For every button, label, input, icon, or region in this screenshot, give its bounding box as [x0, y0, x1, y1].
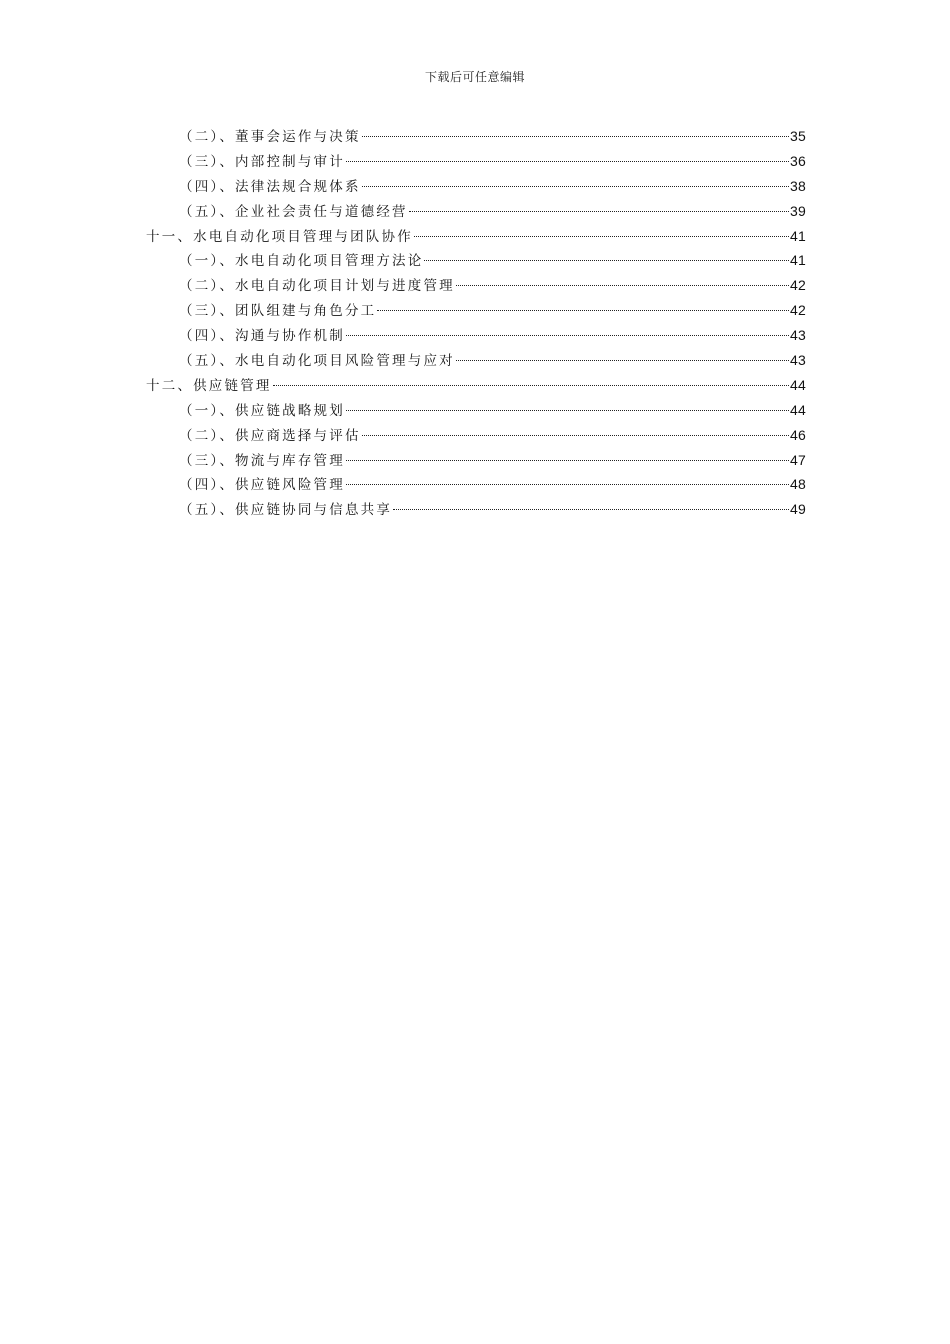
toc-dot-leader [362, 435, 789, 436]
toc-entry-page: 41 [790, 252, 806, 269]
table-of-contents [146, 124, 806, 522]
toc-entry-page: 35 [790, 128, 806, 144]
toc-entry-page: 43 [790, 352, 806, 369]
toc-entry-page: 49 [790, 501, 806, 518]
toc-dot-leader [273, 385, 789, 386]
toc-entry-page: 42 [790, 277, 806, 294]
toc-entry-title: （五）、供应链协同与信息共享 [179, 502, 393, 519]
toc-entry-title: 十一、水电自动化项目管理与团队协作 [146, 228, 413, 245]
toc-entry-page: 43 [790, 327, 806, 344]
toc-entry-page: 44 [790, 376, 806, 393]
toc-dot-leader [414, 236, 789, 237]
toc-dot-leader [456, 360, 789, 361]
toc-entry[interactable] [146, 448, 806, 473]
toc-dot-leader [346, 460, 789, 461]
toc-entry-page: 46 [790, 426, 806, 443]
toc-entry-page: 42 [790, 302, 806, 319]
toc-dot-leader [346, 484, 789, 485]
toc-dot-leader [346, 335, 789, 336]
toc-entry-page: 36 [790, 152, 806, 169]
toc-entry-page: 39 [790, 202, 806, 219]
page-header: 下载后可任意编辑 [424, 70, 525, 84]
toc-entry-page: 47 [790, 451, 806, 468]
toc-entry-title: （三）、内部控制与审计 [179, 153, 345, 170]
toc-entry-title: （五）、水电自动化项目风险管理与应对 [179, 353, 455, 370]
toc-entry[interactable] [146, 298, 806, 323]
toc-entry[interactable] [146, 348, 806, 373]
toc-entry[interactable] [146, 174, 806, 199]
toc-entry-title: （三）、物流与库存管理 [179, 452, 345, 469]
toc-entry-page: 41 [790, 227, 806, 244]
toc-entry-title: （四）、供应链风险管理 [179, 477, 345, 494]
toc-entry[interactable] [146, 199, 806, 224]
toc-entry-title: （一）、水电自动化项目管理方法论 [179, 253, 424, 270]
toc-dot-leader [377, 310, 789, 311]
toc-entry-title: （四）、沟通与协作机制 [179, 328, 345, 345]
toc-dot-leader [346, 410, 789, 411]
toc-entry[interactable] [146, 398, 806, 423]
toc-entry[interactable] [146, 497, 806, 522]
toc-entry[interactable] [146, 248, 806, 273]
toc-dot-leader [362, 136, 789, 137]
toc-entry-page: 44 [790, 401, 806, 418]
toc-dot-leader [362, 186, 789, 187]
toc-entry-title: （二）、水电自动化项目计划与进度管理 [179, 278, 455, 295]
toc-entry-title: 十二、供应链管理 [146, 377, 272, 394]
toc-entry[interactable] [146, 472, 806, 497]
toc-entry-title: （三）、团队组建与角色分工 [179, 303, 377, 320]
toc-chapter-entry[interactable] [146, 373, 806, 398]
toc-chapter-entry[interactable] [146, 224, 806, 249]
toc-entry-title: （五）、企业社会责任与道德经营 [179, 203, 408, 220]
toc-dot-leader [393, 509, 789, 510]
toc-entry-title: （二）、董事会运作与决策 [179, 129, 361, 145]
toc-entry-page: 48 [790, 476, 806, 493]
toc-dot-leader [346, 161, 789, 162]
toc-entry[interactable] [146, 323, 806, 348]
toc-dot-leader [456, 285, 789, 286]
toc-entry[interactable] [146, 423, 806, 448]
toc-entry[interactable] [146, 124, 806, 149]
toc-entry[interactable] [146, 149, 806, 174]
toc-entry-page: 38 [790, 177, 806, 194]
toc-dot-leader [409, 211, 789, 212]
toc-entry[interactable] [146, 273, 806, 298]
toc-entry-title: （二）、供应商选择与评估 [179, 427, 361, 444]
toc-entry-title: （四）、法律法规合规体系 [179, 178, 361, 195]
toc-entry-title: （一）、供应链战略规划 [179, 402, 345, 419]
toc-dot-leader [424, 260, 789, 261]
